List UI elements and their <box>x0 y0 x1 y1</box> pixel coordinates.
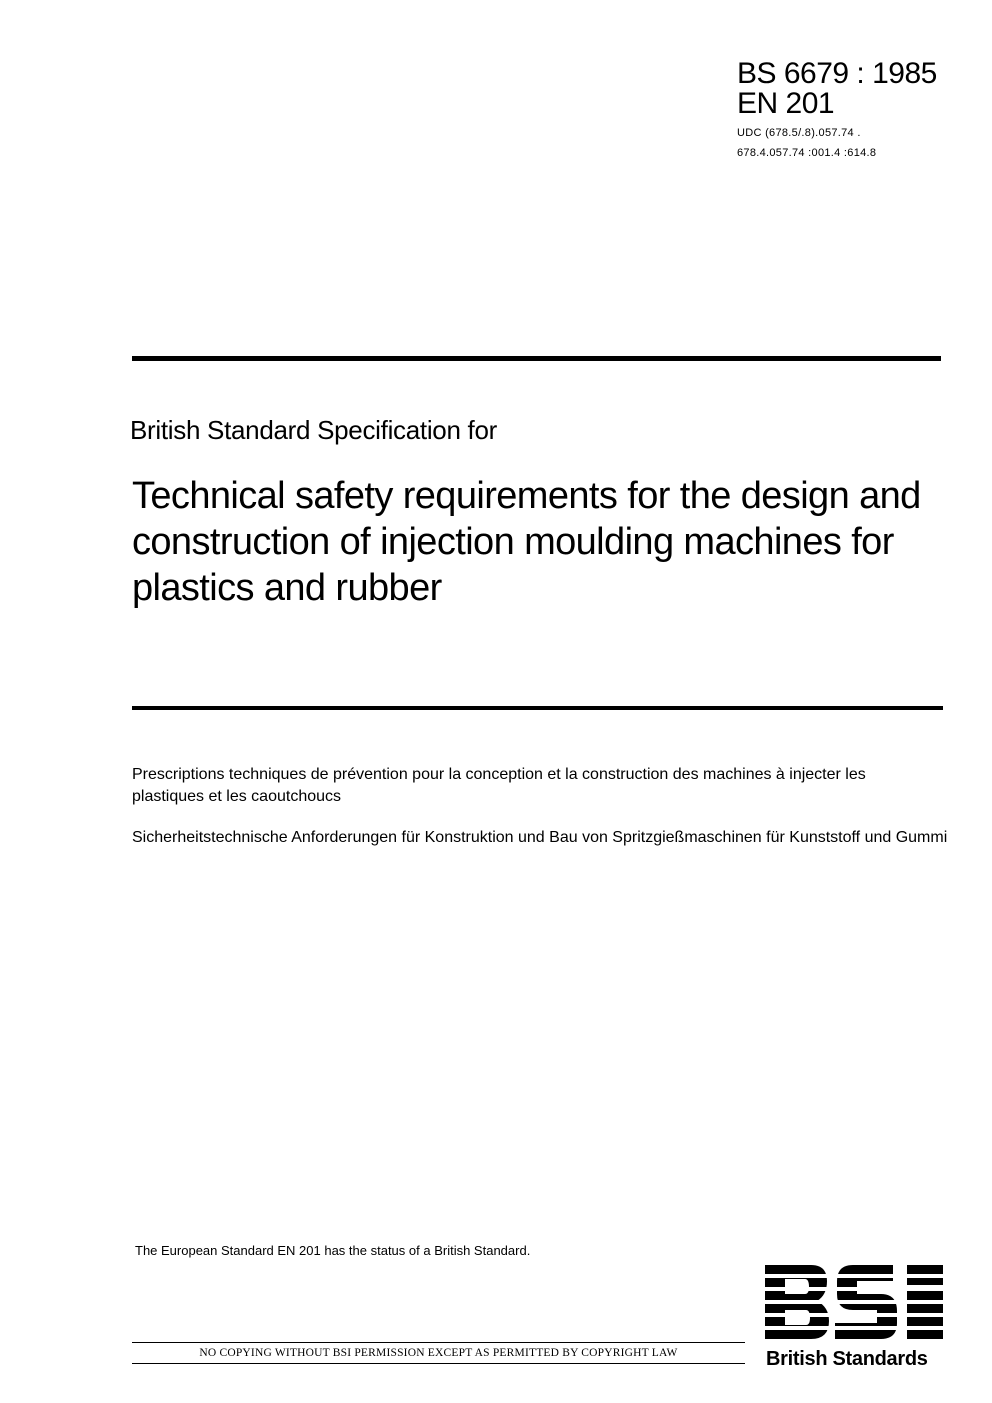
german-title: Sicherheitstechnische Anforderungen für Konstruktion und Bau von Spritzgießmaschinen für Kunststoff und Gummi <box>132 829 948 846</box>
document-title: Technical safety requirements for the design and construction of injection moulding machines for plastics and rubber <box>132 475 921 609</box>
status-note: The European Standard EN 201 has the status of a British Standard. <box>135 1243 531 1258</box>
udc-line-1: UDC (678.5/.8).057.74 . <box>737 127 861 139</box>
bsi-logo-icon <box>765 1265 943 1339</box>
bsi-tagline: British Standards <box>766 1348 928 1370</box>
middle-divider <box>132 706 943 710</box>
standard-number: BS 6679 : 1985 <box>737 57 937 90</box>
top-divider <box>132 356 941 361</box>
udc-line-2: 678.4.057.74 :001.4 :614.8 <box>737 147 877 159</box>
french-title: Prescriptions techniques de prévention pour la conception et la construction des machines à injecter les plastiques et les caoutchoucs <box>132 766 866 805</box>
spec-subtitle: British Standard Specification for <box>130 415 497 445</box>
en-number: EN 201 <box>737 87 835 120</box>
copyright-notice: NO COPYING WITHOUT BSI PERMISSION EXCEPT AS PERMITTED BY COPYRIGHT LAW <box>132 1342 745 1364</box>
